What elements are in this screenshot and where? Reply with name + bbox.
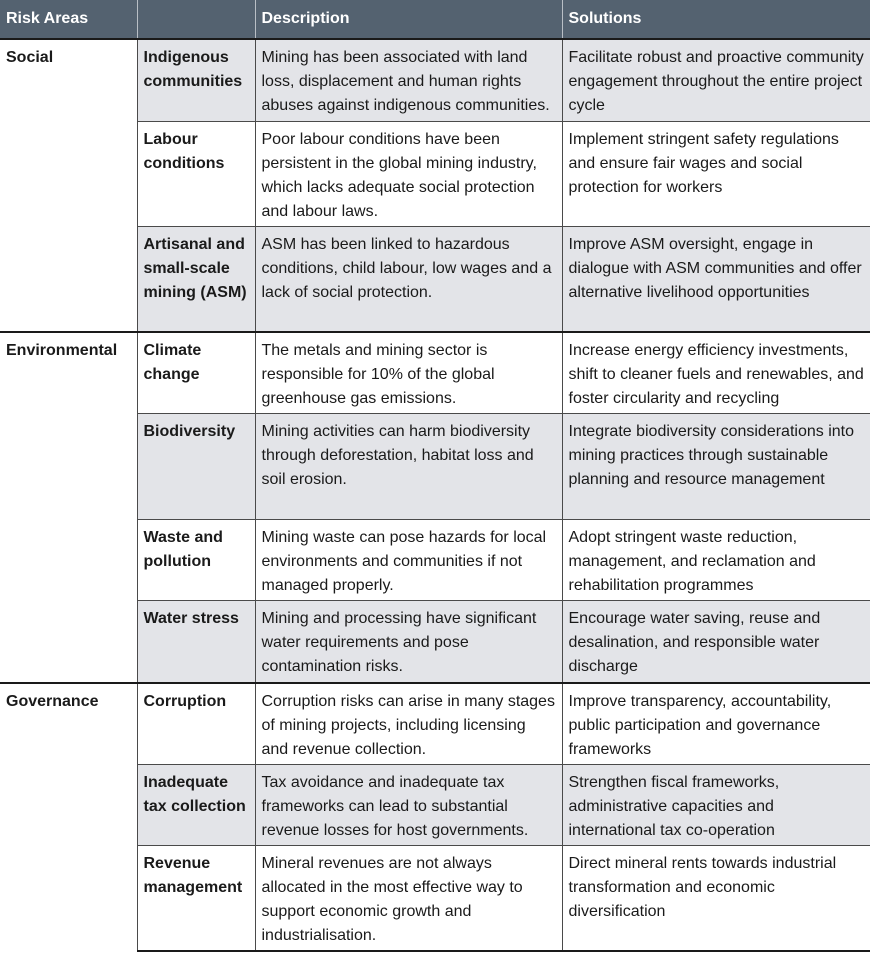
header-risk-areas: Risk Areas <box>0 0 137 39</box>
description-cell: Corruption risks can arise in many stages of mining projects, including licensing and revenue collection. <box>255 683 562 765</box>
table-row <box>0 332 870 414</box>
risk-area-governance: Governance <box>0 683 137 951</box>
sub-area: Labour conditions <box>137 121 255 226</box>
solution-cell: Increase energy efficiency investments, shift to cleaner fuels and renewables, and foster circularity and recycling <box>562 332 870 414</box>
sub-area: Artisanal and small-scale mining (ASM) <box>137 226 255 332</box>
solution-cell: Implement stringent safety regulations and ensure fair wages and social protection for workers <box>562 121 870 226</box>
description-cell: Mineral revenues are not always allocated in the most effective way to support economic growth and industrialisation. <box>255 845 562 951</box>
solution-cell: Adopt stringent waste reduction, management, and reclamation and rehabilitation programmes <box>562 520 870 601</box>
sub-area: Revenue management <box>137 845 255 951</box>
table-row <box>0 39 870 121</box>
solution-cell: Improve ASM oversight, engage in dialogue with ASM communities and offer alternative livelihood opportunities <box>562 226 870 332</box>
solution-cell: Integrate biodiversity considerations into mining practices through sustainable planning and resource management <box>562 414 870 520</box>
table-row <box>0 683 870 765</box>
sub-area: Corruption <box>137 683 255 765</box>
description-cell: Mining and processing have significant water requirements and pose contamination risks. <box>255 601 562 683</box>
sub-area: Water stress <box>137 601 255 683</box>
sub-area: Climate change <box>137 332 255 414</box>
description-cell: Mining waste can pose hazards for local environments and communities if not managed properly. <box>255 520 562 601</box>
header-description: Description <box>255 0 562 39</box>
solution-cell: Facilitate robust and proactive community engagement throughout the entire project cycle <box>562 39 870 121</box>
sub-area: Waste and pollution <box>137 520 255 601</box>
description-cell: Mining activities can harm biodiversity through deforestation, habitat loss and soil erosion. <box>255 414 562 520</box>
risk-area-social: Social <box>0 39 137 332</box>
description-cell: ASM has been linked to hazardous conditions, child labour, low wages and a lack of social protection. <box>255 226 562 332</box>
solution-cell: Direct mineral rents towards industrial transformation and economic diversification <box>562 845 870 951</box>
solution-cell: Strengthen fiscal frameworks, administrative capacities and international tax co-operation <box>562 764 870 845</box>
risk-area-environmental: Environmental <box>0 332 137 683</box>
description-cell: Poor labour conditions have been persistent in the global mining industry, which lacks adequate social protection and labour laws. <box>255 121 562 226</box>
solution-cell: Encourage water saving, reuse and desalination, and responsible water discharge <box>562 601 870 683</box>
solution-cell: Improve transparency, accountability, public participation and governance frameworks <box>562 683 870 765</box>
description-cell: Tax avoidance and inadequate tax frameworks can lead to substantial revenue losses for host governments. <box>255 764 562 845</box>
header-subarea <box>137 0 255 39</box>
description-cell: Mining has been associated with land loss, displacement and human rights abuses against indigenous communities. <box>255 39 562 121</box>
header-solutions: Solutions <box>562 0 870 39</box>
sub-area: Indigenous communities <box>137 39 255 121</box>
sub-area: Biodiversity <box>137 414 255 520</box>
header-row <box>0 0 870 39</box>
description-cell: The metals and mining sector is responsible for 10% of the global greenhouse gas emissions. <box>255 332 562 414</box>
sub-area: Inadequate tax collection <box>137 764 255 845</box>
